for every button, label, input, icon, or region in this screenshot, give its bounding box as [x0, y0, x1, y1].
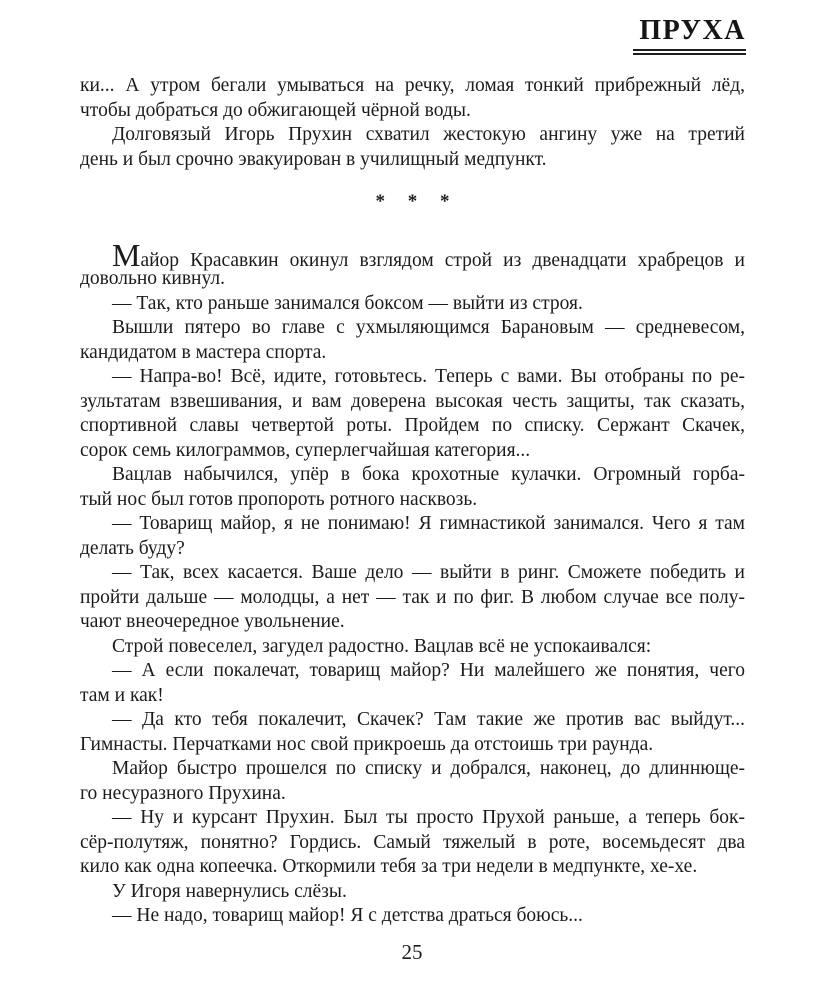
text-line: кандидатом в мастера спорта.	[80, 341, 327, 363]
text-block	[80, 74, 745, 929]
text-line: Вышли пятеро во главе с ухмыляющимся Барановым — средневесом,	[112, 317, 745, 338]
text-line: — Не надо, товарищ майор! Я с детства драться боюсь...	[112, 905, 583, 926]
text-line: кило как одна копеечка. Откормили тебя за три недели в медпункте, хе-хе.	[80, 856, 698, 877]
text-line: день и был срочно эвакуирован в училищный медпункт.	[80, 148, 547, 170]
text-line: тый нос был готов пропороть ротного насквозь.	[80, 488, 478, 510]
raised-initial: М	[112, 236, 141, 273]
chapter-title: ПРУХА	[639, 15, 746, 46]
text-line: пройти дальше — молодцы, а нет — так и по фиг. В любом случае все полу-	[80, 586, 745, 608]
text-line: — Да кто тебя покалечит, Скачек? Там такие же против вас выйдут...	[112, 709, 745, 730]
text-line: довольно кивнул.	[80, 268, 225, 289]
text-line: Майор Красавкин окинул взглядом строй из двенадцати храбрецов и	[112, 236, 745, 273]
text-line: делать буду?	[80, 537, 185, 559]
text-line: — Напра-во! Всё, идите, готовьтесь. Теперь с вами. Вы отобраны по ре-	[112, 366, 745, 387]
text-line: Вацлав набычился, упёр в бока крохотные кулачки. Огромный горба-	[112, 464, 745, 485]
text-line: сёр-полутяж, понятно? Гордись. Самый тяжелый в роте, восемьдесят два	[80, 831, 745, 853]
text-line: — Товарищ майор, я не понимаю! Я гимнастикой занимался. Чего я там	[112, 513, 745, 534]
text-line: там и как!	[80, 684, 164, 706]
text-line: У Игоря навернулись слёзы.	[112, 880, 347, 902]
text-line: Долговязый Игорь Прухин схватил жестокую ангину уже на третий	[112, 124, 745, 145]
page-number: 25	[401, 940, 423, 964]
text-line: Гимнасты. Перчатками нос свой прикроешь да отстоишь три раунда.	[80, 733, 654, 755]
text-line: ки... А утром бегали умываться на речку, ломая тонкий прибрежный лёд,	[80, 75, 745, 96]
text-line: Строй повеселел, загудел радостно. Вацлав всё не успокаивался:	[112, 635, 652, 657]
text-line: сорок семь килограммов, суперлегчайшая категория...	[80, 439, 531, 461]
text-line: чают внеочередное увольнение.	[80, 611, 345, 632]
section-separator: * * *	[375, 191, 459, 212]
text-line: — Так, кто раньше занимался боксом — выйти из строя.	[112, 292, 583, 314]
header-rule	[633, 49, 746, 55]
text-line: спортивной славы четвертой роты. Пройдем по списку. Сержант Скачек,	[80, 415, 745, 436]
text-line: — А если покалечат, товарищ майор? Ни малейшего же понятия, чего	[112, 660, 745, 681]
text-line: го несуразного Прухина.	[80, 782, 286, 804]
header-rule-top-line	[633, 49, 746, 51]
header-rule-bottom-line	[633, 53, 746, 55]
text-line: — Ну и курсант Прухин. Был ты просто Прухой раньше, а теперь бок-	[112, 807, 745, 828]
text-line: — Так, всех касается. Ваше дело — выйти в ринг. Сможете победить и	[112, 562, 745, 583]
text-line: Майор быстро прошелся по списку и добрался, наконец, до длиннюще-	[112, 758, 745, 779]
text-line: чтобы добраться до обжигающей чёрной воды.	[80, 99, 471, 121]
chapter-header	[633, 16, 746, 55]
text-line: зультатам взвешивания, и вам доверена высокая честь защиты, так сказать,	[80, 390, 745, 412]
